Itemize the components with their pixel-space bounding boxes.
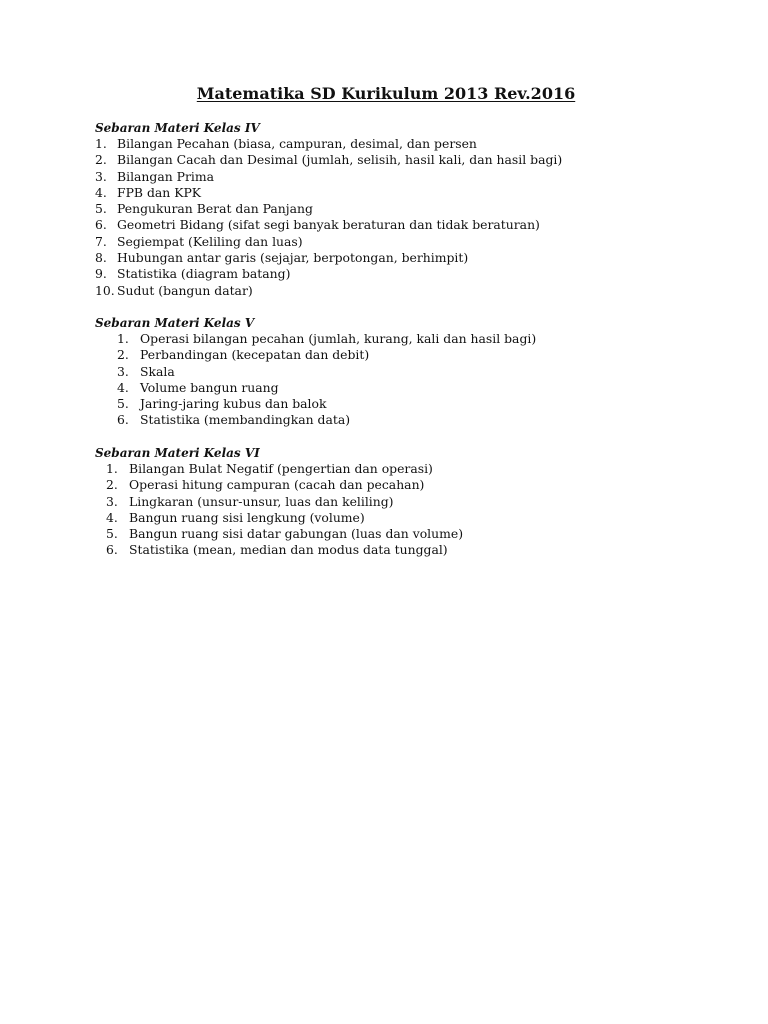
section-kelas-iv [0, 120, 768, 299]
section-heading: Sebaran Materi Kelas IV [95, 121, 260, 135]
list-item [0, 266, 768, 282]
item-number: 2. [95, 152, 107, 168]
item-number: 6. [95, 217, 107, 233]
list-item [0, 250, 768, 266]
item-number: 1. [95, 136, 107, 151]
item-text: Bilangan Pecahan (biasa, campuran, desimal, dan persen [117, 136, 477, 151]
section-kelas-vi [0, 445, 768, 559]
item-text: Geometri Bidang (sifat segi banyak beraturan dan tidak beraturan) [117, 217, 540, 233]
item-number: 3. [106, 493, 118, 509]
list-item [0, 412, 768, 428]
list-item [0, 526, 768, 542]
item-number: 1. [117, 331, 129, 346]
list-item [0, 380, 768, 396]
item-text: Volume bangun ruang [140, 379, 279, 395]
item-number: 4. [95, 184, 107, 200]
item-number: 2. [106, 477, 118, 493]
item-text: Bilangan Cacah dan Desimal (jumlah, selisih, hasil kali, dan hasil bagi) [117, 152, 563, 168]
list-item [0, 477, 768, 493]
list-item [0, 234, 768, 250]
item-number: 1. [106, 461, 118, 476]
item-text: Bangun ruang sisi datar gabungan (luas dan volume) [129, 526, 464, 542]
item-text: Bilangan Bulat Negatif (pengertian dan operasi) [129, 461, 433, 476]
list-item [0, 461, 768, 477]
item-text: Operasi bilangan pecahan (jumlah, kurang, kali dan hasil bagi) [140, 331, 537, 346]
item-number: 6. [106, 542, 118, 558]
item-number: 5. [95, 201, 107, 217]
item-text: Skala [140, 363, 175, 379]
item-text: Bangun ruang sisi lengkung (volume) [129, 509, 365, 525]
item-number: 5. [106, 526, 118, 542]
item-text: Statistika (mean, median dan modus data tunggal) [129, 542, 448, 558]
list-item [0, 347, 768, 363]
item-number: 5. [117, 396, 129, 412]
list-item [0, 169, 768, 185]
list-item [0, 201, 768, 217]
item-text: Statistika (diagram batang) [117, 266, 291, 282]
item-text: Operasi hitung campuran (cacah dan pecahan) [129, 477, 425, 493]
list-item [0, 364, 768, 380]
item-text: Perbandingan (kecepatan dan debit) [140, 347, 370, 363]
item-text: FPB dan KPK [117, 184, 202, 200]
item-number: 10. [95, 282, 115, 298]
item-number: 6. [117, 412, 129, 428]
item-text: Lingkaran (unsur-unsur, luas dan keliling) [129, 493, 394, 509]
item-text: Hubungan antar garis (sejajar, berpotongan, berhimpit) [117, 250, 469, 266]
list-item [0, 217, 768, 233]
item-text: Jaring-jaring kubus dan balok [140, 396, 327, 412]
item-number: 2. [117, 347, 129, 363]
list-item [0, 510, 768, 526]
list-item [0, 283, 768, 299]
item-number: 4. [117, 379, 129, 395]
item-number: 3. [117, 363, 129, 379]
list-item [0, 185, 768, 201]
list-item [0, 494, 768, 510]
item-number: 9. [95, 266, 107, 282]
item-number: 4. [106, 509, 118, 525]
item-number: 3. [95, 168, 107, 184]
list-item [0, 152, 768, 168]
section-heading: Sebaran Materi Kelas V [95, 316, 255, 330]
section-heading: Sebaran Materi Kelas VI [95, 446, 260, 460]
item-number: 8. [95, 250, 107, 266]
item-text: Statistika (membandingkan data) [140, 412, 351, 428]
list-item [0, 396, 768, 412]
list-item [0, 542, 768, 558]
item-text: Bilangan Prima [117, 168, 214, 184]
list-item [0, 331, 768, 347]
list-item [0, 136, 768, 152]
item-text: Segiempat (Keliling dan luas) [117, 233, 303, 249]
section-kelas-v [0, 315, 768, 429]
item-text: Sudut (bangun datar) [117, 282, 253, 298]
item-number: 7. [95, 233, 107, 249]
item-text: Pengukuran Berat dan Panjang [117, 201, 313, 217]
document-title: Matematika SD Kurikulum 2013 Rev.2016 [196, 84, 576, 103]
